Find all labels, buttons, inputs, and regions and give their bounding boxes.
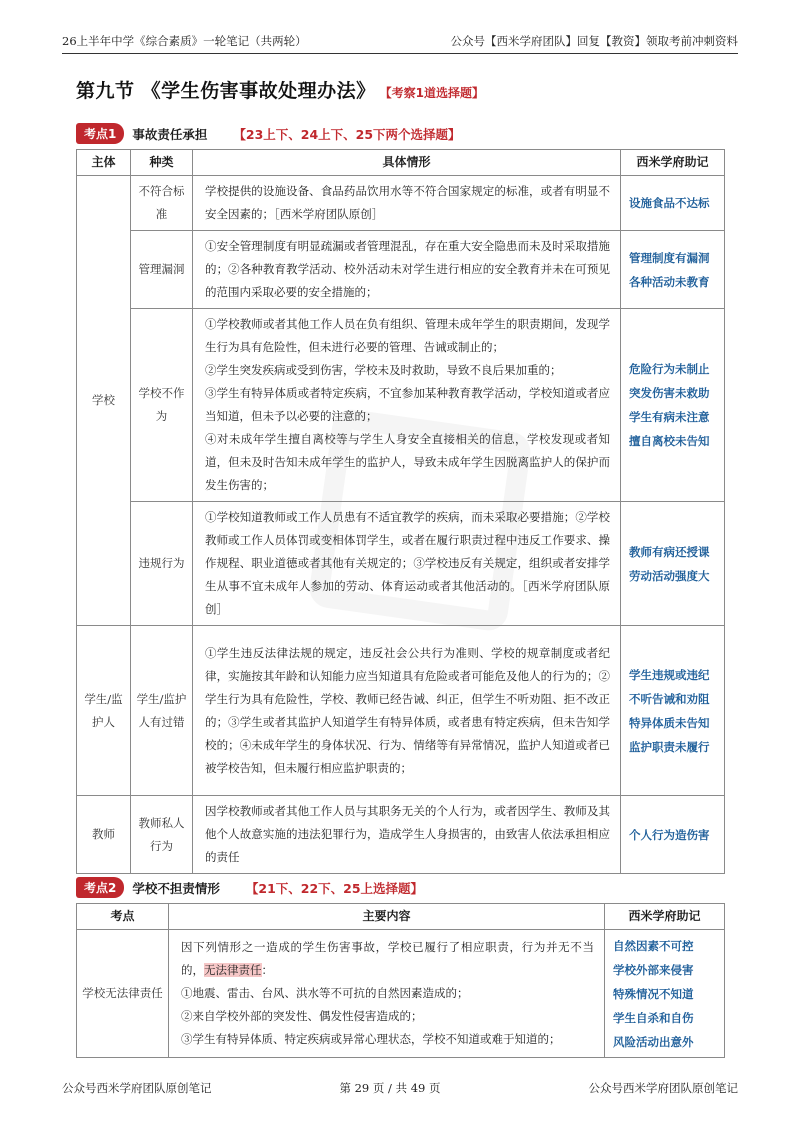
liability-table xyxy=(76,149,725,874)
type-cell: 学生/监护人有过错 xyxy=(131,626,193,796)
page-header xyxy=(62,30,738,54)
point2-exam: 【21下、22下、25上选择题】 xyxy=(245,880,424,896)
intro-end: ： xyxy=(261,963,273,977)
memo-cell xyxy=(621,231,725,309)
memo-line: 学生有病未注意 xyxy=(629,410,710,424)
situation-line: ④对未成年学生擅自离校等与学生人身安全直接相关的信息，学校发现或者知道，但未及时告知未成年学生的监护人，导致未成年学生因脱离监护人的保护而发生伤害的； xyxy=(205,432,610,492)
memo-line: 危险行为未制止 xyxy=(629,362,710,376)
memo-line: 教师有病还授课 xyxy=(629,544,710,559)
situation-cell xyxy=(193,502,621,626)
memo-cell xyxy=(621,502,725,626)
memo-cell xyxy=(605,930,725,1058)
situation-cell xyxy=(193,796,621,874)
point1-badge: 考点1 xyxy=(76,123,124,144)
footer-right: 公众号西米学府团队原创笔记 xyxy=(588,1081,738,1095)
memo-cell xyxy=(621,309,725,502)
table-row xyxy=(77,231,725,309)
type-cell: 学校不作为 xyxy=(131,309,193,502)
point1-exam: 【23上下、24上下、25下两个选择题】 xyxy=(233,126,461,142)
section-title xyxy=(76,76,484,103)
memo-line: 不听告诫和劝阻 xyxy=(629,691,710,706)
memo-line: 监护职责未履行 xyxy=(629,739,710,754)
memo-line: 自然因素不可控 xyxy=(613,938,694,953)
memo-line: 个人行为造伤害 xyxy=(629,827,710,842)
page-number: 第 29 页 / 共 49 页 xyxy=(339,1081,441,1095)
memo-line: 劳动活动强度大 xyxy=(629,568,710,583)
memo-line: 学生违规或违纪 xyxy=(629,667,710,682)
type-cell: 违规行为 xyxy=(131,502,193,626)
header-topic: 考点 xyxy=(77,904,169,930)
intro-line xyxy=(181,936,594,982)
header-situation: 具体情形 xyxy=(193,150,621,176)
table-row xyxy=(77,626,725,796)
memo-line: 各种活动未教育 xyxy=(629,274,710,289)
header-memo: 西米学府助记 xyxy=(621,150,725,176)
table-header-row xyxy=(77,150,725,176)
table-row xyxy=(77,502,725,626)
table-header-row xyxy=(77,904,725,930)
header-memo: 西米学府助记 xyxy=(605,904,725,930)
memo-cell xyxy=(621,626,725,796)
situation-line: ②学生突发疾病或受到伤害，学校未及时救助，导致不良后果加重的； xyxy=(205,363,562,377)
situation-cell xyxy=(193,309,621,502)
situation-line: ③学生有特异体质或者特定疾病，不宜参加某种教育教学活动，学校知道或者应当知道，但未予以必要的注意的； xyxy=(205,386,610,423)
subject-cell: 学生/监护人 xyxy=(77,626,131,796)
exemption-table xyxy=(76,903,725,1058)
highlight-text: 无法律责任 xyxy=(204,963,262,977)
memo-line: 设施食品不达标 xyxy=(629,196,710,210)
situation-line: ①学校教师或者其他工作人员在负有组织、管理未成年学生的职责期间，发现学生行为具有危险性，但未进行必要的管理、告诫或制止的； xyxy=(205,317,610,354)
memo-line: 学生自杀和自伤 xyxy=(613,1010,694,1025)
content-line: ③学生有特异体质、特定疾病或异常心理状态，学校不知道或难于知道的； xyxy=(181,1032,561,1046)
header-content: 主要内容 xyxy=(169,904,605,930)
type-cell: 不符合标准 xyxy=(131,176,193,231)
table-row xyxy=(77,796,725,874)
point2-heading xyxy=(76,877,423,898)
situation-cell xyxy=(193,231,621,309)
memo-line: 学校外部来侵害 xyxy=(613,962,694,977)
header-right: 公众号【西米学府团队】回复【教资】领取考前冲刺资料 xyxy=(450,34,738,48)
header-type: 种类 xyxy=(131,150,193,176)
situation-line: 学校提供的设施设备、食品药品饮用水等不符合国家规定的标准，或者有明显不安全因素的；［西米学府团队原创］ xyxy=(205,184,610,221)
subject-cell: 教师 xyxy=(77,796,131,874)
memo-line: 特异体质未告知 xyxy=(629,715,710,730)
content-line: ①地震、雷击、台风、洪水等不可抗的自然因素造成的； xyxy=(181,986,469,1000)
point1-title: 事故责任承担 xyxy=(132,126,208,142)
situation-line: ①学校知道教师或工作人员患有不适宜教学的疾病，而未采取必要措施；②学校教师或工作人员体罚或变相体罚学生，或者在履行职责过程中违反工作要求、操作规程、职业道德或者其他有关规定的；③学校违反有关规定，组织或者安排学生从事不宜未成年人参加的劳动、体育运动或者其他活动的。［西米学府团队原创］ xyxy=(205,510,610,616)
intro-text: 因下列情形之一造成的学生伤害事故，学校已履行了相应职责，行为并无不当的， xyxy=(181,940,594,977)
header-left: 26上半年中学《综合素质》一轮笔记（共两轮） xyxy=(62,34,307,48)
type-cell: 教师私人行为 xyxy=(131,796,193,874)
situation-cell xyxy=(193,626,621,796)
table-row xyxy=(77,176,725,231)
content-line: ②来自学校外部的突发性、偶发性侵害造成的； xyxy=(181,1009,423,1023)
memo-line: 特殊情况不知道 xyxy=(613,986,694,1001)
situation-line: ①学生违反法律法规的规定，违反社会公共行为准则、学校的规章制度或者纪律，实施按其年龄和认知能力应当知道具有危险或者可能危及他人的行为的；②学生行为具有危险性，学校、教师已经告诫、纠正，但学生不听劝阻、拒不改正的；③学生或者其监护人知道学生有特异体质，或者患有特定疾病，但未告知学校的；④未成年学生的身体状况、行为、情绪等有异常情况，监护人知道或者已被学校告知，但未履行相应监护职责的； xyxy=(205,645,610,775)
situation-cell xyxy=(193,176,621,231)
page-footer xyxy=(62,1080,738,1096)
header-subject: 主体 xyxy=(77,150,131,176)
memo-line: 管理制度有漏洞 xyxy=(629,250,710,265)
table-row xyxy=(77,930,725,1058)
footer-left: 公众号西米学府团队原创笔记 xyxy=(62,1081,212,1095)
point2-title: 学校不担责情形 xyxy=(132,880,220,896)
situation-line: 因学校教师或者其他工作人员与其职务无关的个人行为，或者因学生、教师及其他个人故意实施的违法犯罪行为，造成学生人身损害的，由致害人依法承担相应的责任 xyxy=(205,804,610,864)
type-cell: 管理漏洞 xyxy=(131,231,193,309)
table-row xyxy=(77,309,725,502)
memo-cell xyxy=(621,176,725,231)
topic-cell: 学校无法律责任 xyxy=(77,930,169,1058)
section-title-text: 第九节 《学生伤害事故处理办法》 xyxy=(76,80,376,102)
content-cell xyxy=(169,930,605,1058)
subject-cell: 学校 xyxy=(77,176,131,626)
memo-line: 风险活动出意外 xyxy=(613,1034,694,1049)
point2-badge: 考点2 xyxy=(76,877,124,898)
memo-cell xyxy=(621,796,725,874)
section-tag: 【考察1道选择题】 xyxy=(385,86,484,100)
situation-line: ①安全管理制度有明显疏漏或者管理混乱，存在重大安全隐患而未及时采取措施的；②各种教育教学活动、校外活动未对学生进行相应的安全教育并未在可预见的范围内采取必要的安全措施的； xyxy=(205,239,610,299)
memo-line: 擅自离校未告知 xyxy=(629,434,710,448)
memo-line: 突发伤害未救助 xyxy=(629,386,710,400)
point1-heading xyxy=(76,123,461,144)
